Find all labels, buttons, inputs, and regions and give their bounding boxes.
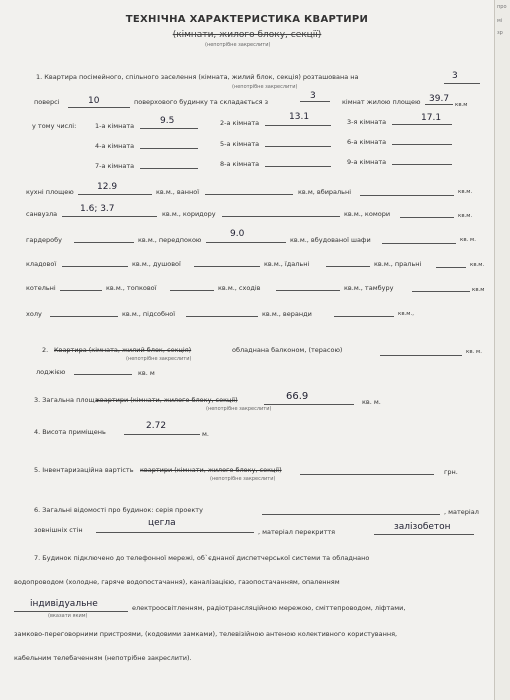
document-title: ТЕХНІЧНА ХАРАКТЕРИСТИКА КВАРТИРИ — [125, 14, 369, 25]
builtin-unit: кв. м. — [460, 237, 476, 243]
value-unit: грн. — [444, 468, 458, 476]
s5-note: (непотрібне закреслити) — [210, 476, 276, 482]
kitchen-label: кухні площею — [26, 188, 74, 196]
utility-line — [186, 316, 258, 317]
dining-line — [326, 266, 370, 267]
kitchen-value: 12.9 — [97, 182, 118, 192]
living-area-line — [425, 104, 453, 105]
s7-line4: замково-переговорними пристроями, (кодовими замками), телевізійною антеною колективного користування, — [14, 630, 398, 638]
laundry-unit: кв.м. — [470, 262, 485, 268]
hall-label: кв.м., передпокою — [138, 236, 202, 244]
balcony-line — [380, 355, 462, 356]
s2-note: (непотрібне закреслити) — [126, 356, 192, 362]
hall-line — [206, 242, 286, 243]
adjacent-page-edge — [494, 0, 510, 700]
pantry-unit: кв.м. — [458, 213, 473, 219]
room-2-label: 2-а кімната — [220, 119, 260, 127]
corridor-line — [222, 216, 340, 217]
pantry-line — [400, 217, 454, 218]
boiler-line — [60, 290, 102, 291]
loggia-line — [74, 374, 132, 375]
rooms-value: 3 — [310, 91, 316, 101]
s3-note: (непотрібне закреслити) — [206, 406, 272, 412]
side-text-3: зр — [497, 30, 503, 36]
s3-label: 3. Загальна площа — [34, 396, 99, 404]
laundry-label: кв.м., пральні — [374, 260, 422, 268]
vestibule-line — [412, 291, 470, 292]
furnace-line — [170, 290, 214, 291]
veranda-line — [334, 316, 394, 317]
room-4-label: 4-а кімната — [95, 142, 135, 150]
total-area-value: 66.9 — [286, 391, 309, 402]
room-9-label: 9-а кімната — [347, 158, 387, 166]
s2-text: обладнана балконом, (терасою) — [232, 346, 343, 354]
heating-value: індивідуальне — [30, 599, 98, 609]
storey-label: поверсі — [34, 98, 60, 106]
loggia-unit: кв. м — [138, 369, 155, 377]
room-3-line — [392, 124, 452, 125]
kitchen-line — [78, 194, 152, 195]
storage-label: кладової — [26, 260, 57, 268]
room-1-label: 1-а кімната — [95, 122, 135, 130]
s1-note: (непотрібне закреслити) — [232, 84, 298, 90]
room-2-value: 13.1 — [289, 112, 310, 122]
room-2-line — [265, 125, 331, 126]
room-6-label: 6-а кімната — [347, 138, 387, 146]
hol-label: холу — [26, 310, 42, 318]
room-8-label: 8-а кімната — [220, 160, 260, 168]
series-line — [262, 514, 440, 515]
laundry-line — [436, 267, 466, 268]
wc-label: кв.м, вбиральні — [298, 188, 352, 196]
heating-line — [14, 611, 128, 612]
hall-value: 9.0 — [230, 229, 245, 239]
total-area-unit: кв. м. — [362, 398, 381, 406]
vestibule-unit: кв.м — [472, 287, 485, 293]
furnace-label: кв.м., топкової — [106, 284, 157, 292]
s7-line5: кабельним телебаченням (непотрібне закреслити). — [14, 654, 192, 662]
rooms-text: кімнат жилою площею — [342, 98, 421, 106]
room-7-line — [140, 168, 198, 169]
subtitle-note: (непотрібне закреслити) — [205, 42, 271, 48]
s2-num: 2. — [42, 346, 49, 354]
s7-line2: водопроводом (холодне, гаряче водопостачання), каналізацією, газопостачанням, опаленням — [14, 578, 340, 586]
document-subtitle: (кімнати, жилого блоку, секції) — [172, 30, 322, 40]
s6-label: 6. Загальні відомості про будинок: серія проекту — [34, 506, 203, 514]
s1-line1: 1. Квартира посімейного, спільного заселення (кімната, жилий блок, секція) розташована на — [36, 73, 359, 81]
s5-struck: квартири (кімнати, жилого блоку, секції) — [140, 466, 282, 474]
stairs-line — [276, 290, 340, 291]
walls-line — [96, 532, 254, 533]
builtin-line — [382, 243, 456, 244]
utility-label: кв.м., підсобної — [122, 310, 176, 318]
height-line — [124, 434, 200, 435]
dining-label: кв.м., їдальні — [264, 260, 310, 268]
boiler-label: котельні — [26, 284, 56, 292]
room-9-line — [392, 164, 452, 165]
living-area-value: 39.7 — [429, 94, 450, 104]
floor-line — [444, 83, 480, 84]
room-5-line — [265, 146, 331, 147]
room-6-line — [392, 144, 452, 145]
floors-value: залізобетон — [394, 522, 451, 532]
floors-line — [374, 534, 474, 535]
builtin-label: кв.м., вбудованої шафи — [290, 236, 371, 244]
wardrobe-label: гардеробу — [26, 236, 62, 244]
shower-label: кв.м., душової — [132, 260, 181, 268]
stairs-label: кв.м., сходів — [218, 284, 261, 292]
veranda-label: кв.м., веранди — [262, 310, 312, 318]
side-text-1: про — [497, 4, 507, 10]
s6-material: , матеріал — [444, 508, 479, 516]
s5-label: 5. Інвентаризаційна вартість — [34, 466, 134, 474]
hol-line — [50, 316, 118, 317]
vestibule-label: кв.м., тамбуру — [344, 284, 394, 292]
value-line — [300, 474, 434, 475]
height-value: 2.72 — [146, 421, 167, 431]
balcony-unit: кв. м. — [466, 349, 482, 355]
rooms-line — [300, 101, 330, 102]
heating-note: (вказати яким) — [48, 613, 88, 619]
wc-line — [360, 195, 454, 196]
walls-value: цегла — [148, 518, 176, 528]
bath-line — [205, 194, 293, 195]
storeys-line — [68, 107, 130, 108]
height-unit: м. — [202, 430, 209, 438]
pantry-label: кв.м., комори — [344, 210, 391, 218]
room-3-label: 3-я кімната — [347, 118, 387, 126]
storeys-text: поверхового будинку та складається з — [134, 98, 269, 106]
bath-label: кв.м., ванної — [156, 188, 200, 196]
wardrobe-line — [74, 242, 134, 243]
side-text-2: мі — [497, 18, 503, 24]
s2-struck: Квартира (кімната, жилий блок, секція) — [54, 346, 192, 354]
floors-label: , матеріал перекриття — [258, 528, 336, 536]
floor-value: 3 — [452, 71, 458, 81]
storage-line — [62, 266, 128, 267]
sanvuzol-line — [62, 216, 157, 217]
s3-struck: квартири (кімнати, жилого блоку, секції) — [96, 396, 238, 404]
room-7-label: 7-а кімната — [95, 162, 135, 170]
s4-label: 4. Висота приміщень — [34, 428, 106, 436]
walls-label: зовнішніх стін — [34, 526, 83, 534]
shower-line — [194, 266, 260, 267]
veranda-unit: кв.м., — [398, 311, 414, 317]
s7-line3: електроосвітленням, радіотрансляційною мережою, сміттепроводом, ліфтами, — [132, 604, 406, 612]
room-8-line — [265, 166, 331, 167]
total-area-line — [264, 404, 354, 405]
sanvuzol-value: 1.6; 3.7 — [80, 204, 115, 214]
room-4-line — [140, 148, 198, 149]
living-area-unit: кв.м — [455, 102, 468, 108]
room-5-label: 5-а кімната — [220, 140, 260, 148]
s7-line1: 7. Будинок підключено до телефонної мережі, об`єднаної диспетчерської системи та обладнано — [34, 554, 370, 562]
loggia-label: лоджією — [36, 368, 66, 376]
storeys-value: 10 — [88, 96, 100, 106]
wc-unit: кв.м. — [458, 189, 473, 195]
incl-label: у тому числі: — [32, 122, 77, 130]
room-1-value: 9.5 — [160, 116, 175, 126]
corridor-label: кв.м., коридору — [162, 210, 216, 218]
sanvuzol-label: санвузла — [26, 210, 58, 218]
room-3-value: 17.1 — [421, 113, 442, 123]
room-1-line — [140, 128, 198, 129]
